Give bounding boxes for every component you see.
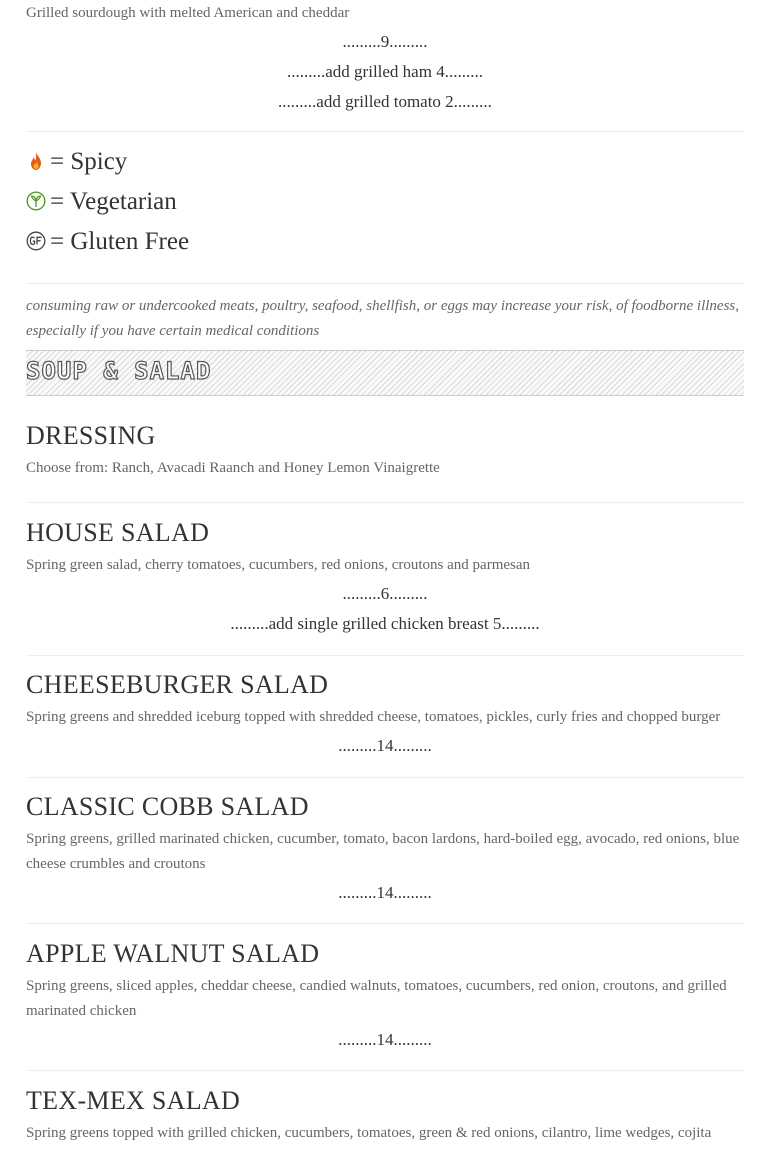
top-item-addon-ham: .........add grilled ham 4......... (287, 62, 483, 81)
food-safety-disclaimer: consuming raw or undercooked meats, poultry, seafood, shellfish, or eggs may increase your risk, of foodborne illness, especially if you have certain medical conditions (26, 298, 739, 339)
legend-vegetarian-label: = Vegetarian (50, 188, 177, 215)
menu-item-dressing (26, 420, 744, 481)
divider (26, 1070, 744, 1071)
divider (26, 655, 744, 656)
legend-spicy-label: = Spicy (50, 148, 128, 175)
divider (26, 131, 744, 132)
menu-item-cheeseburger-salad (26, 669, 744, 761)
legend-vegetarian (26, 182, 744, 222)
top-item-description: Grilled sourdough with melted American and cheddar (26, 5, 350, 21)
item-description: Spring greens, grilled marinated chicken, cucumber, tomato, bacon lardons, hard-boiled egg, avocado, red onions, blue cheese crumbles and croutons (26, 831, 740, 872)
item-description: Spring greens, sliced apples, cheddar cheese, candied walnuts, tomatoes, cucumbers, red onion, croutons, and grilled marinated chicken (26, 978, 727, 1019)
menu-item-tex-mex-salad (26, 1085, 744, 1146)
item-title: DRESSING (26, 421, 156, 450)
section-banner (26, 350, 744, 396)
divider (26, 777, 744, 778)
section-title: SOUP & SALAD (26, 357, 212, 385)
menu-item-classic-cobb-salad (26, 791, 744, 908)
item-price: .........6......... (342, 584, 428, 603)
item-price: .........14......... (338, 1030, 432, 1049)
item-title: APPLE WALNUT SALAD (26, 939, 320, 968)
legend-gluten-free-label: = Gluten Free (50, 228, 190, 255)
leaf-icon (26, 190, 46, 210)
item-price: .........14......... (338, 883, 432, 902)
flame-icon (26, 150, 46, 170)
item-addon: .........add single grilled chicken breast 5......... (230, 614, 540, 633)
divider (26, 502, 744, 503)
item-title: CHEESEBURGER SALAD (26, 670, 329, 699)
legend-spicy (26, 142, 744, 182)
divider (26, 923, 744, 924)
top-item-price: .........9......... (342, 32, 428, 51)
divider (26, 283, 744, 284)
item-title: CLASSIC COBB SALAD (26, 792, 309, 821)
item-description: Spring greens and shredded iceburg topped with shredded cheese, tomatoes, pickles, curly fries and chopped burger (26, 709, 721, 725)
top-item (26, 0, 744, 117)
menu-item-house-salad (26, 517, 744, 639)
legend-gluten-free (26, 222, 744, 262)
item-title: TEX-MEX SALAD (26, 1086, 241, 1115)
item-description: Choose from: Ranch, Avacadi Raanch and Honey Lemon Vinaigrette (26, 460, 440, 476)
item-description: Spring green salad, cherry tomatoes, cucumbers, red onions, croutons and parmesan (26, 557, 531, 573)
menu-item-apple-walnut-salad (26, 938, 744, 1055)
item-description: Spring greens topped with grilled chicken, cucumbers, tomatoes, green & red onions, cilantro, lime wedges, cojita (26, 1125, 712, 1141)
item-title: HOUSE SALAD (26, 518, 210, 547)
gluten-free-icon (26, 230, 46, 250)
top-item-addon-tomato: .........add grilled tomato 2......... (278, 92, 492, 111)
legend (26, 142, 744, 262)
item-price: .........14......... (338, 736, 432, 755)
